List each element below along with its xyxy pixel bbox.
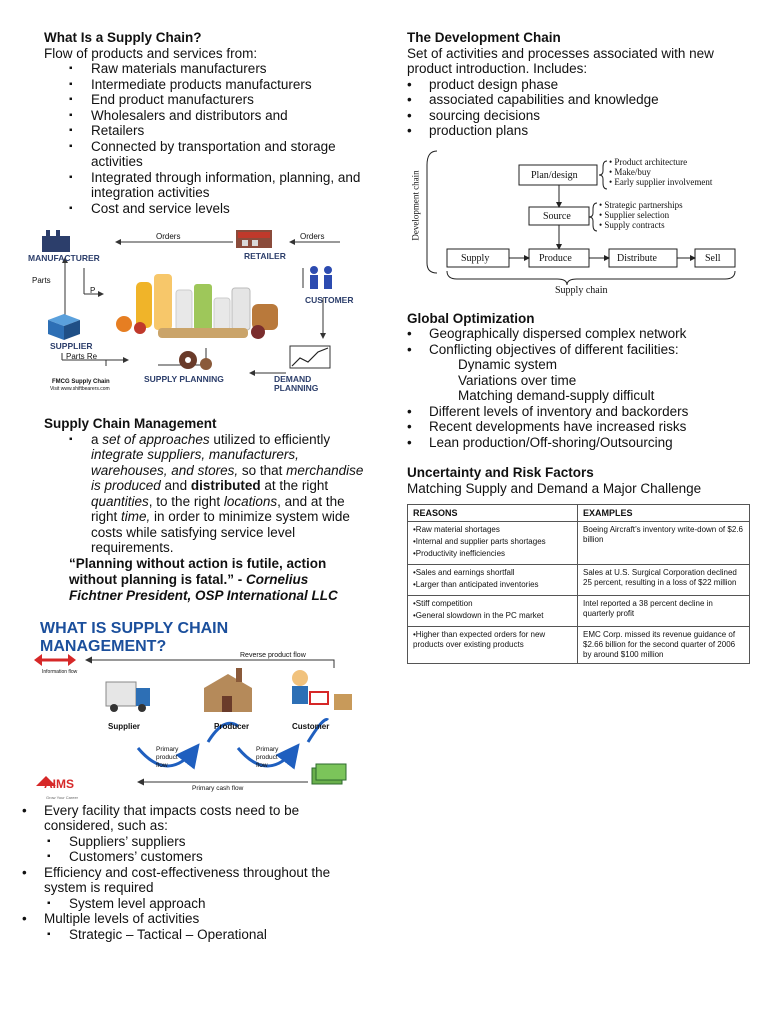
supply-planning-label: SUPPLY PLANNING <box>144 374 224 384</box>
factory-icon <box>204 668 252 712</box>
dev-chain-vertical-label: Development chain <box>410 169 421 241</box>
logo-sub: Grow Your Career <box>46 794 79 800</box>
sub-list-item: ▪ Strategic – Tactical – Operational <box>22 927 364 943</box>
uncertainty-intro: Matching Supply and Demand a Major Challenge <box>407 480 702 496</box>
note-item: • Strategic partnerships <box>599 199 683 210</box>
banner-title: WHAT IS SUPPLY CHAIN MANAGEMENT? <box>40 619 229 655</box>
customer-label: CUSTOMER <box>305 295 354 305</box>
text-run: integrate suppliers, manufacturers, warehouses, and stores, <box>91 447 299 478</box>
reasons-cell <box>408 522 578 565</box>
supplier-icon <box>48 314 80 340</box>
fmcg-supply-chain-figure <box>28 228 358 400</box>
groceries-image <box>116 274 278 339</box>
scm-definition <box>44 432 364 556</box>
retailer-icon <box>236 230 272 248</box>
list-item: • Recent developments have increased risks <box>407 419 752 435</box>
supply-chain-list <box>44 61 364 216</box>
sub-list-item: Variations over time <box>458 372 577 388</box>
list-item: ▪ Raw materials manufacturers <box>44 61 364 77</box>
primary-product-flow-label: Primary product flow <box>256 745 279 769</box>
example-cell: EMC Corp. missed its revenue guidance of $2.66 billion for the second quarter of 2006 by around $100 million <box>578 627 750 664</box>
retailer-label: RETAILER <box>244 251 286 261</box>
reason-item: •Larger than anticipated inventories <box>413 580 539 589</box>
customer-cart-icon <box>292 670 352 710</box>
reason-item: •Higher than expected orders for new products over existing products <box>413 630 546 649</box>
text-run: locations <box>223 493 278 509</box>
figure-caption-sub: Visit www.shiftbearers.com <box>50 386 110 392</box>
text-run: at the right <box>260 478 329 493</box>
figure-caption: FMCG Supply Chain <box>52 379 110 385</box>
scm-heading: Supply Chain Management <box>44 416 217 431</box>
note-text: Early supplier involvement <box>614 176 713 187</box>
reverse-flow-label: Reverse product flow <box>240 651 306 659</box>
text-run: , to the right <box>148 493 224 509</box>
manufacturer-label: MANUFACTURER <box>28 253 100 263</box>
gears-icon <box>179 351 212 370</box>
text-run: in order to minimize system wide costs while satisfying service level requirements. <box>91 509 350 555</box>
text-run: set of approaches <box>102 431 210 447</box>
example-cell: Sales at U.S. Surgical Corporation declined 25 percent, resulting in a loss of $22 million <box>578 565 750 596</box>
scm-banner-figure <box>28 616 358 798</box>
list-item: • Lean production/Off-shoring/Outsourcing <box>407 435 752 451</box>
text-run: utilized to efficiently <box>209 431 331 447</box>
supply-chain-heading: What Is a Supply Chain? <box>44 30 202 45</box>
note-text: Make/buy <box>614 166 651 177</box>
global-optimization-list-2 <box>407 404 752 451</box>
text-run: and <box>160 478 191 493</box>
supplier-label: Supplier <box>108 721 141 731</box>
primary-product-flow-label: Primary product flow <box>156 745 179 769</box>
sub-list-item: ▪ Customers’ customers <box>22 849 364 865</box>
dev-chain-list <box>407 77 752 139</box>
plan-notes <box>609 157 712 187</box>
customer-label: Customer <box>292 721 330 731</box>
example-cell: Intel reported a 38 percent decline in quarterly profit <box>578 596 750 627</box>
produce-box: Produce <box>539 252 572 264</box>
cash-icon <box>312 764 346 784</box>
orders-label: Orders <box>300 232 325 241</box>
list-item: ▪ Retailers <box>44 123 364 139</box>
supply-chain-label: Supply chain <box>555 284 608 296</box>
list-item: ▪ Wholesalers and distributors and <box>44 108 364 124</box>
list-item: • Conflicting objectives of different facilities: <box>407 342 752 358</box>
truck-icon <box>106 682 150 712</box>
list-item-text: Multiple levels of activities <box>44 911 200 926</box>
reasons-cell <box>408 596 578 627</box>
list-item <box>22 911 364 942</box>
global-optimization-heading: Global Optimization <box>407 310 535 326</box>
info-flow-label: Information flow <box>42 668 78 675</box>
list-item-text: Every facility that impacts costs need to be considered, such as: <box>44 802 300 833</box>
text-run: a <box>91 431 103 447</box>
table-header-row <box>408 505 750 522</box>
list-item <box>22 803 364 865</box>
note-item: • Early supplier involvement <box>609 176 713 187</box>
parts-label: Parts <box>32 276 51 285</box>
note-item: • Make/buy <box>609 166 651 177</box>
list-item: • associated capabilities and knowledge <box>407 92 752 108</box>
note-text: Supplier selection <box>604 209 670 220</box>
global-optimization-list <box>407 326 752 357</box>
sub-list <box>22 927 364 943</box>
note-text: Strategic partnerships <box>604 199 683 210</box>
text-run: merchandise is produced <box>91 462 364 493</box>
reason-item: •Stiff competition <box>413 599 473 608</box>
note-item: • Product architecture <box>609 156 688 167</box>
list-item <box>22 865 364 912</box>
development-chain-diagram <box>407 145 755 295</box>
list-item: ▪ Integrated through information, planning, and integration activities <box>44 170 364 201</box>
factory-icon <box>42 230 70 252</box>
customer-icon <box>310 266 332 289</box>
scm-list <box>44 432 364 556</box>
supplier-label: SUPPLIER <box>50 341 93 351</box>
note-item: • Supply contracts <box>599 219 665 230</box>
sub-list-item: Dynamic system <box>458 357 558 372</box>
dev-chain-intro: Set of activities and processes associated with new product introduction. Includes: <box>407 45 714 76</box>
source-box: Source <box>543 210 571 222</box>
quote <box>44 556 364 604</box>
note-text: Product architecture <box>614 156 688 167</box>
sub-list-item: ▪ System level approach <box>22 896 364 912</box>
column-header: EXAMPLES <box>578 505 750 522</box>
dev-chain-heading: The Development Chain <box>407 30 561 45</box>
parts-return-label: Parts Re <box>66 352 98 361</box>
bottom-list <box>44 803 364 943</box>
risk-table <box>407 504 750 664</box>
text-run: distributed <box>190 478 261 493</box>
quote-text: “Planning without action is futile, action without planning is fatal.” - <box>69 555 327 587</box>
reasons-cell <box>408 565 578 596</box>
example-cell: Boeing Aircraft’s inventory write-down of $2.6 billion <box>578 522 750 565</box>
table-row <box>408 596 750 627</box>
list-item: ▪ Cost and service levels <box>44 201 364 217</box>
table-row <box>408 522 750 565</box>
text-run: time, <box>121 509 151 524</box>
reasons-cell <box>408 627 578 664</box>
list-item: ▪ Intermediate products manufacturers <box>44 77 364 93</box>
reason-item: •General slowdown in the PC market <box>413 611 544 620</box>
orders-label: Orders <box>156 232 181 241</box>
list-item: • sourcing decisions <box>407 108 752 124</box>
reason-item: •Internal and supplier parts shortages <box>413 537 546 546</box>
sub-list <box>22 834 364 865</box>
supply-box: Supply <box>461 252 490 264</box>
plan-design-box: Plan/design <box>531 169 578 181</box>
distribute-box: Distribute <box>617 252 657 264</box>
logo-text: AIMS <box>44 776 74 791</box>
list-item-text: Efficiency and cost-effectiveness throughout the system is required <box>44 864 331 895</box>
demand-planning-label: DEMAND PLANNING <box>274 374 319 393</box>
note-item: • Supplier selection <box>599 209 670 220</box>
supply-chain-intro: Flow of products and services from: <box>44 45 258 61</box>
global-optimization-sublist <box>407 357 752 404</box>
list-item: ▪ Connected by transportation and storage activities <box>44 139 364 170</box>
table-row <box>408 565 750 596</box>
table-row <box>408 627 750 664</box>
reason-item: •Productivity inefficiencies <box>413 549 506 558</box>
uncertainty-heading: Uncertainty and Risk Factors <box>407 465 594 480</box>
right-column <box>407 30 752 664</box>
demand-chart-icon <box>290 346 330 368</box>
reason-item: •Raw material shortages <box>413 525 500 534</box>
list-item: • product design phase <box>407 77 752 93</box>
list-item: • production plans <box>407 123 752 139</box>
text-run: quantities <box>91 493 149 509</box>
primary-cash-flow-label: Primary cash flow <box>192 784 244 792</box>
note-text: Supply contracts <box>604 219 665 230</box>
sub-list-item: Matching demand-supply difficult <box>458 388 655 403</box>
producer-label: Producer <box>214 721 250 731</box>
quote-attribution: Cornelius Fichtner President, OSP International LLC <box>69 571 338 603</box>
sub-list <box>22 896 364 912</box>
sell-box: Sell <box>705 252 721 264</box>
reason-item: •Sales and earnings shortfall <box>413 568 515 577</box>
sub-list-item: ▪ Suppliers’ suppliers <box>22 834 364 850</box>
list-item: ▪ End product manufacturers <box>44 92 364 108</box>
source-notes <box>599 200 683 230</box>
list-item: • Different levels of inventory and backorders <box>407 404 752 420</box>
list-item: • Geographically dispersed complex network <box>407 326 752 342</box>
left-column <box>28 30 364 942</box>
text-run: so that <box>238 462 287 478</box>
column-header: REASONS <box>408 505 578 522</box>
parts-label-partial: P <box>90 286 96 295</box>
text-run: , and at the right <box>91 493 345 524</box>
